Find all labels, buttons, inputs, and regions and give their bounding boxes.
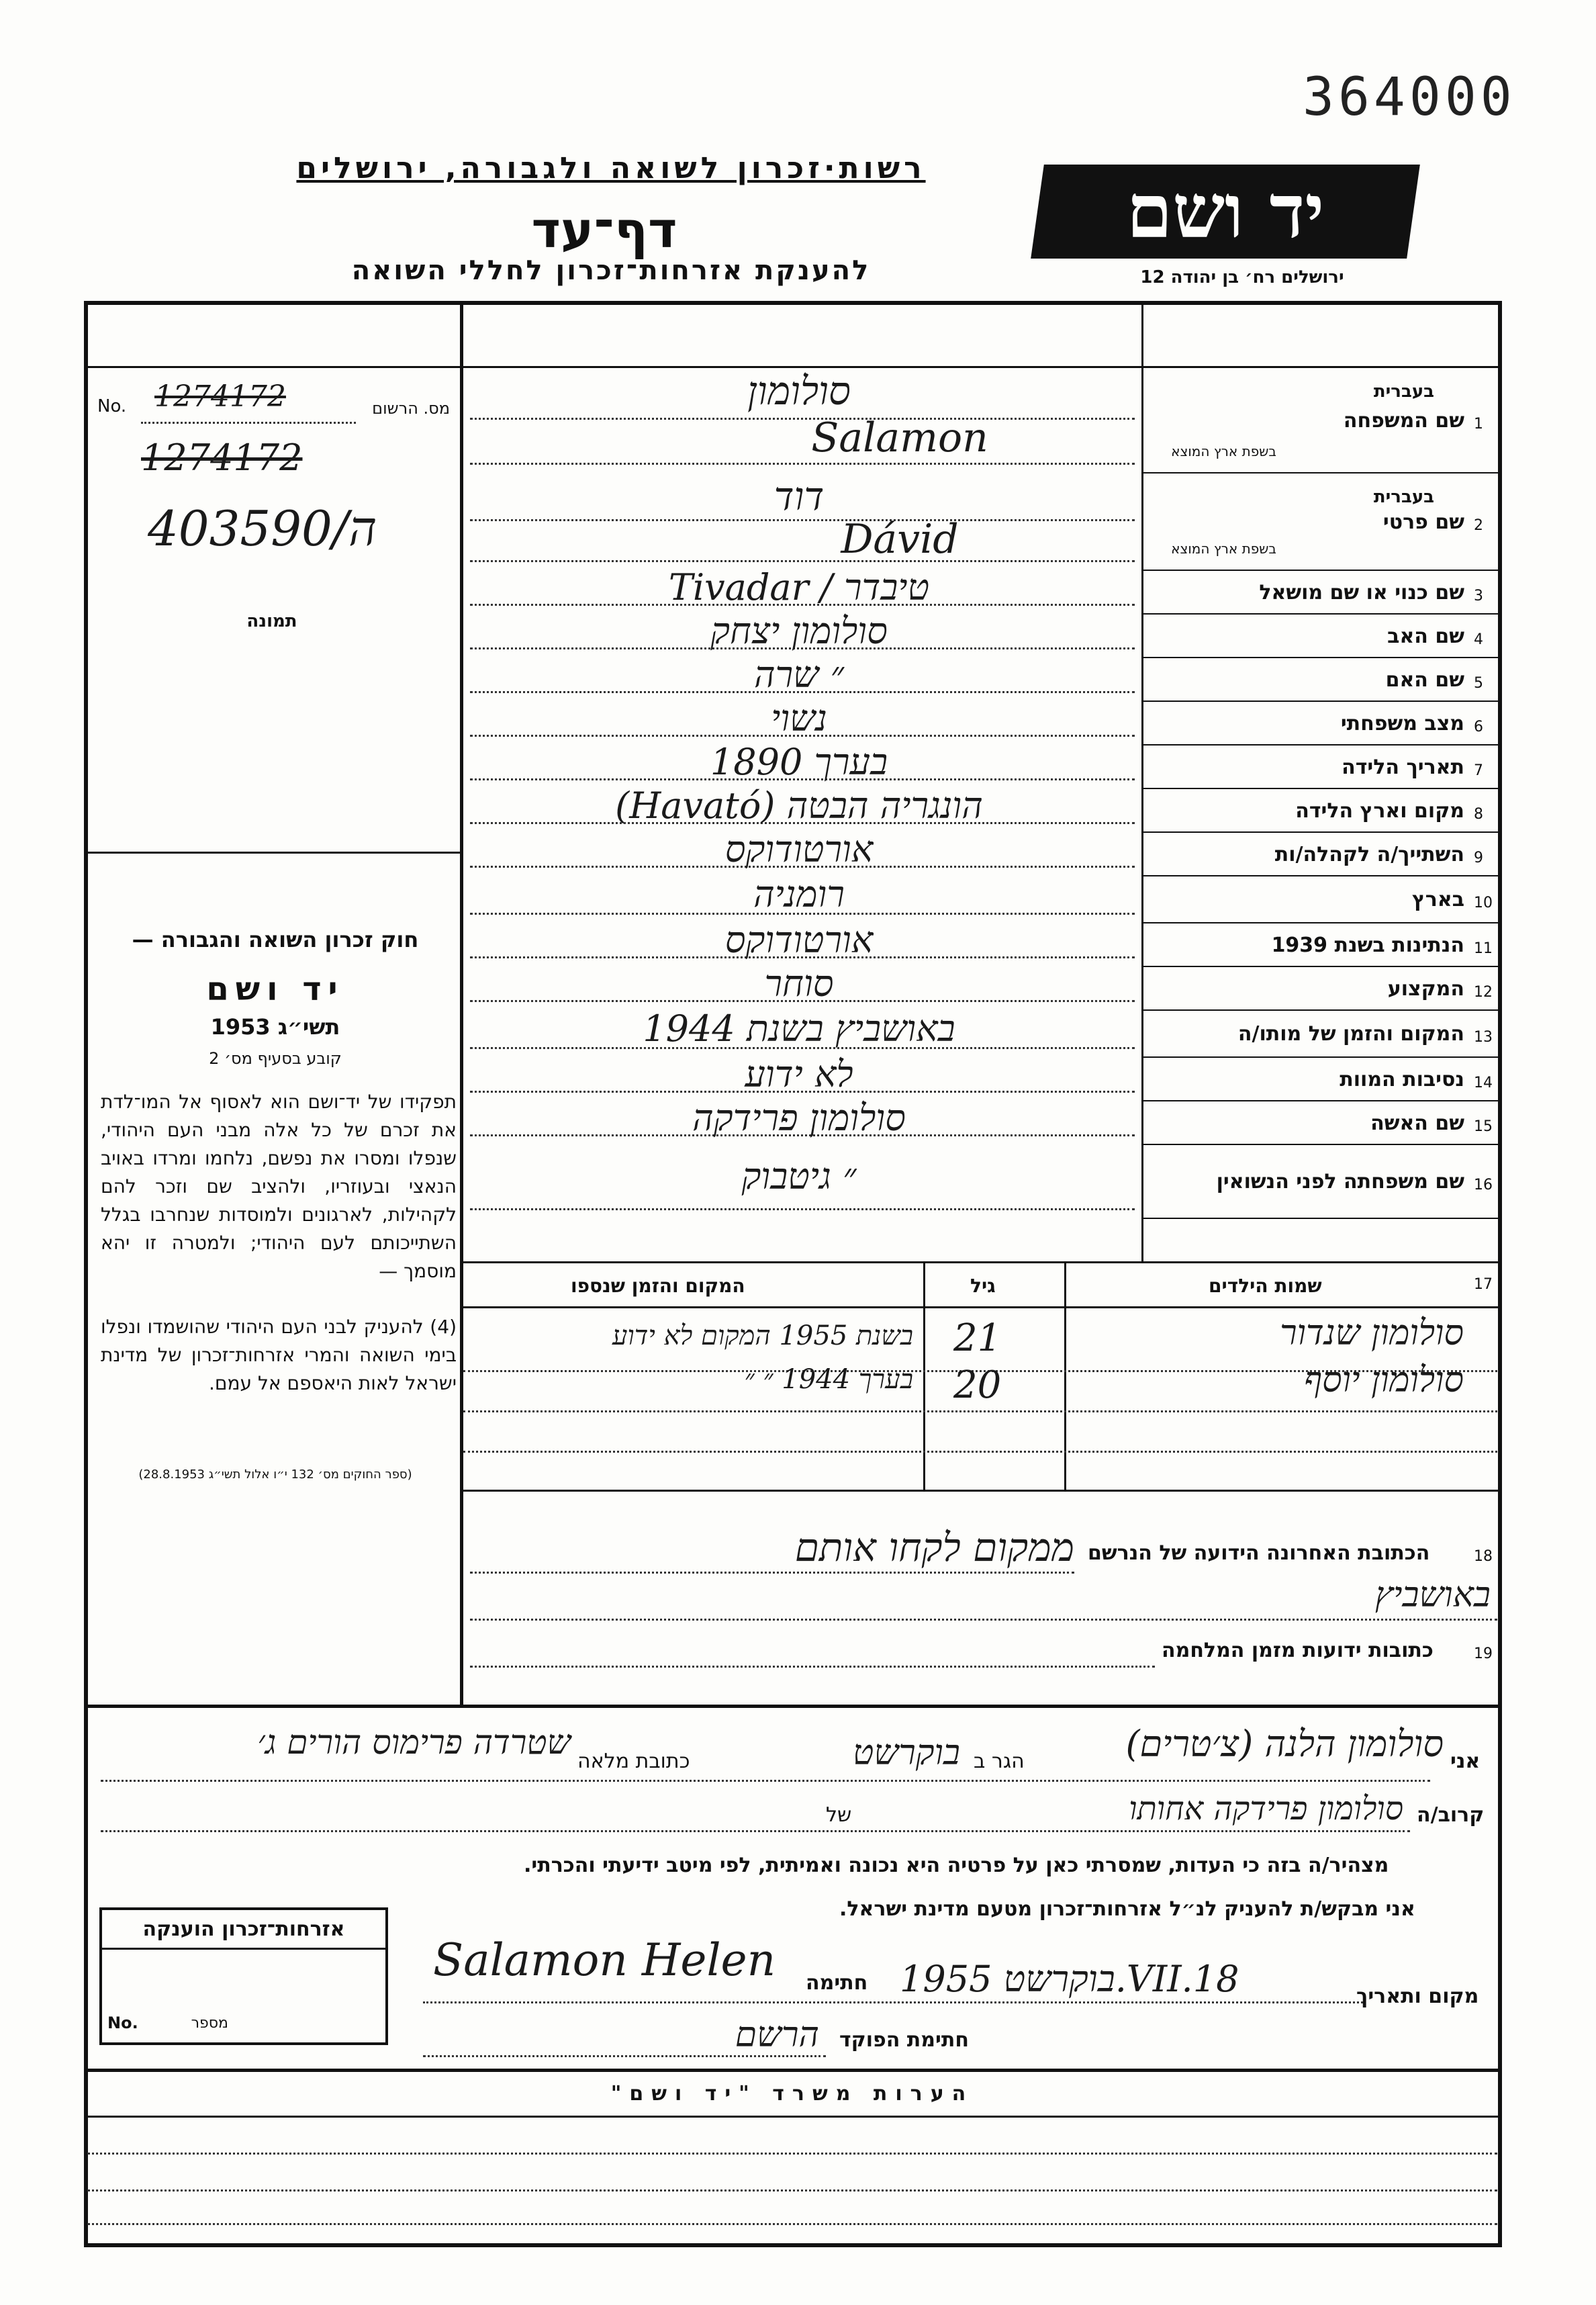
field-17-number: 17	[1474, 1276, 1493, 1293]
registration-label: מס. הרשום	[372, 399, 450, 418]
org-line: רשות·זכרון לשואה ולגבורה, ירושלים	[296, 151, 926, 185]
field-10-number: 10	[1474, 895, 1493, 911]
decl-relative-label: קרוב/ה	[1417, 1803, 1485, 1827]
child-1-place: בשנת 1955 המקום לא ידוע	[612, 1320, 913, 1351]
field-4-label: שם האב	[1387, 624, 1464, 648]
field-1-origin-sub: בשפת ארץ המוצא	[1171, 443, 1276, 459]
field-8-number: 8	[1474, 805, 1483, 823]
field-14-label: נסיבות המוות	[1340, 1067, 1464, 1091]
field-row-12	[463, 962, 1498, 1011]
decl-relation: סולומון פרידקה אחותו	[1129, 1790, 1403, 1827]
signature: Salamon Helen	[433, 1934, 776, 1986]
field-13-label: המקום והזמן של מותו/ה	[1237, 1022, 1464, 1046]
field-12-number: 12	[1474, 983, 1493, 1001]
decl-lives-in: הגר ב	[974, 1750, 1025, 1773]
decl-name: סולומון הלנה (צ׳טרים)	[1125, 1723, 1444, 1765]
law-paragraph-1: תפקידו של יד־ושם הוא לאסוף אל המו־לדת את זכרם של כל אלה מבני העם היהודי, שנפלו ומסרו את נפשם, נלחמו ומרדו באויב הנאצי ובעוזריו, ולהציב שם וזכר להם לקהילות, לארגונים ולמוסדות שנחרבו בגלל השתייכותם לעם היהודי; ולמטרה זו יהא מוסמך —	[101, 1091, 457, 1282]
field-9-number: 9	[1474, 849, 1483, 866]
field-6-number: 6	[1474, 718, 1483, 735]
crossed-number-2: 1274172	[141, 437, 303, 479]
official-signature: הרשם	[735, 2015, 819, 2055]
decl-statement: מצהיר/ה בזה כי העדות, שמסרתי כאן על פרטיה היא נכונה ואמיתית, לפי מיטב ידיעתי והכרתי.	[524, 1854, 1389, 1877]
decl-city: בוקרשט	[853, 1733, 960, 1773]
field-19-label: כתובות ידועות מזמן המלחמה	[1162, 1639, 1434, 1662]
field-7-number: 7	[1474, 762, 1483, 779]
registration-number: 403590/ה	[148, 500, 377, 557]
yad-vashem-logo: יד ושם	[1031, 165, 1420, 259]
field-12-value: סוחר	[764, 962, 834, 1005]
law-name: יד ושם	[206, 970, 344, 1008]
page-title: דף־עד	[531, 201, 677, 259]
field-row-7	[463, 740, 1498, 789]
field-row-13	[463, 1007, 1498, 1058]
law-paragraph-2: (4) להעניק לבני העם היהודי שהושמדו ונפלו בימי השואה והמרי אזרחות־זכרון של מדינת ישראל לאות היאספם אל עמם.	[101, 1316, 457, 1394]
child-1-name: סולומון שנדור	[1280, 1313, 1464, 1353]
field-16-label: שם משפחתה לפני הנשואין	[1216, 1170, 1464, 1193]
field-row-4	[463, 609, 1498, 658]
archive-number: 364000	[1303, 67, 1516, 128]
field-15-number: 15	[1474, 1118, 1493, 1135]
law-title: חוק זכרון השואה והגבורה —	[132, 927, 419, 952]
field-16-number: 16	[1474, 1177, 1493, 1193]
field-13-number: 13	[1474, 1029, 1493, 1046]
field-4-number: 4	[1474, 631, 1483, 648]
field-row-2	[463, 473, 1498, 571]
children-names-header: שמות הילדים	[1209, 1275, 1322, 1297]
field-6-value: נשוי	[771, 696, 827, 739]
field-row-14	[463, 1052, 1498, 1101]
field-10-value: רומניה	[753, 873, 845, 915]
field-15-label: שם האשה	[1370, 1111, 1464, 1135]
child-1-age: 21	[953, 1316, 1002, 1360]
field-row-11	[463, 918, 1498, 967]
photo-label: תמונה	[246, 611, 297, 631]
field-14-number: 14	[1474, 1074, 1493, 1091]
field-18-number: 18	[1474, 1548, 1493, 1565]
place-date-label: מקום ותאריך	[1356, 1985, 1479, 2008]
field-4-value: סולומון יצחק	[710, 609, 888, 652]
field-10-label: בארץ	[1411, 888, 1464, 911]
field-2-origin-sub: בשפת ארץ המוצא	[1171, 541, 1276, 557]
law-year: תשי״ג 1953	[210, 1014, 340, 1040]
field-row-9	[463, 827, 1498, 876]
field-14-value: לא ידוע	[745, 1052, 853, 1095]
field-3-number: 3	[1474, 587, 1483, 604]
field-row-1	[463, 368, 1498, 473]
field-6-label: מצב משפחתי	[1340, 711, 1464, 735]
field-1-value-origin: Salamon	[811, 414, 988, 461]
field-7-label: תאריך הלידה	[1342, 755, 1464, 779]
field-5-value: ״ שרה	[753, 653, 845, 696]
office-notes-title: הערות משרד "יד ושם"	[610, 2082, 974, 2106]
page-subtitle: להענקת אזרחות־זכרון לחללי השואה	[351, 255, 871, 286]
law-clause: קובע בסעיף מס׳ 2	[209, 1049, 342, 1068]
field-row-8	[463, 784, 1498, 833]
field-2-label: שם פרטי	[1382, 510, 1464, 534]
child-2-name: סולומון יוסף	[1304, 1360, 1464, 1400]
crossed-registration-number: 1274172	[154, 379, 286, 414]
law-footnote: (ספר החוקים מס׳ 132 י״ו אלול תשי״ג 28.8.1953)	[138, 1467, 412, 1482]
field-11-label: הנתינות בשנת 1939	[1271, 933, 1464, 957]
field-row-6	[463, 696, 1498, 745]
field-8-label: מקום וארץ הלידה	[1295, 799, 1464, 823]
field-13-value: באושביץ בשנת 1944	[643, 1007, 955, 1050]
field-row-10	[463, 873, 1498, 923]
field-row-3	[463, 566, 1498, 615]
official-signature-label: חתימת הפוקד	[839, 2028, 969, 2052]
registration-no-label: No.	[97, 396, 127, 416]
field-2-value-origin: Dávid	[841, 515, 959, 563]
field-11-value: אורטודוקס	[724, 918, 874, 961]
field-1-number: 1	[1474, 415, 1483, 433]
field-1-value: סולומון	[747, 368, 851, 414]
field-5-number: 5	[1474, 674, 1483, 692]
field-9-value: אורטודוקס	[724, 827, 874, 870]
decl-address: שטרדה פרימוס הורים ג׳	[257, 1723, 571, 1762]
field-18-label: הכתובת האחרונה הידועה של הנרשם	[1088, 1541, 1430, 1565]
field-12-label: המקצוע	[1387, 977, 1464, 1001]
award-no-label: No.	[107, 2014, 138, 2032]
field-3-value: טיבדר / Tivadar	[668, 566, 930, 608]
decl-request: אני מבקש/ת להעניק לנ״ל אזרחות־זכרון מטעם מדינת ישראל.	[839, 1897, 1415, 1921]
field-18-value: ממקום לקחו אותם	[794, 1525, 1074, 1570]
field-9-label: השתייך/ה לקהלה/ות	[1274, 842, 1464, 866]
logo-address: ירושלים רח׳ בן יהודה 12	[1140, 267, 1344, 287]
field-7-value: בערך 1890	[710, 740, 888, 783]
field-1-hebrew-sub: בעברית	[1373, 381, 1434, 402]
field-2-hebrew-sub: בעברית	[1373, 487, 1434, 507]
field-1-label: שם המשפחה	[1343, 408, 1464, 433]
field-3-label: שם כנוי או שם מושאל	[1259, 580, 1464, 604]
field-2-number: 2	[1474, 516, 1483, 534]
field-row-5	[463, 653, 1498, 702]
decl-full-address-label: כתובת מלאה	[577, 1750, 690, 1773]
award-box-title: אזרחות־זכרון הוענקה	[142, 1917, 345, 1941]
child-2-place: בערך 1944 ״ ״	[744, 1364, 913, 1395]
decl-of: של	[826, 1803, 852, 1827]
field-18-value-2: באושביץ	[1374, 1575, 1491, 1615]
field-19-number: 19	[1474, 1645, 1493, 1662]
decl-prefix: אני	[1450, 1750, 1481, 1773]
signature-label: חתימה	[806, 1971, 868, 1995]
field-2-value: דוד	[773, 473, 825, 519]
field-row-16	[463, 1145, 1498, 1219]
children-place-header: המקום והזמן שנספו	[571, 1275, 745, 1297]
children-age-header: גיל	[970, 1275, 996, 1297]
field-16-value: ״ גיטבוק	[741, 1155, 857, 1197]
child-2-age: 20	[953, 1363, 1002, 1407]
field-5-label: שם האם	[1385, 668, 1464, 692]
place-date-value: בוקרשט 1955.VII.18	[900, 1958, 1239, 2000]
field-row-15	[463, 1096, 1498, 1145]
field-8-value: הונגריה הבטה (Havató)	[615, 784, 983, 827]
field-15-value: סולומון פרידקה	[692, 1096, 906, 1139]
award-number-label: מספר	[191, 2015, 228, 2032]
field-11-number: 11	[1474, 940, 1493, 957]
